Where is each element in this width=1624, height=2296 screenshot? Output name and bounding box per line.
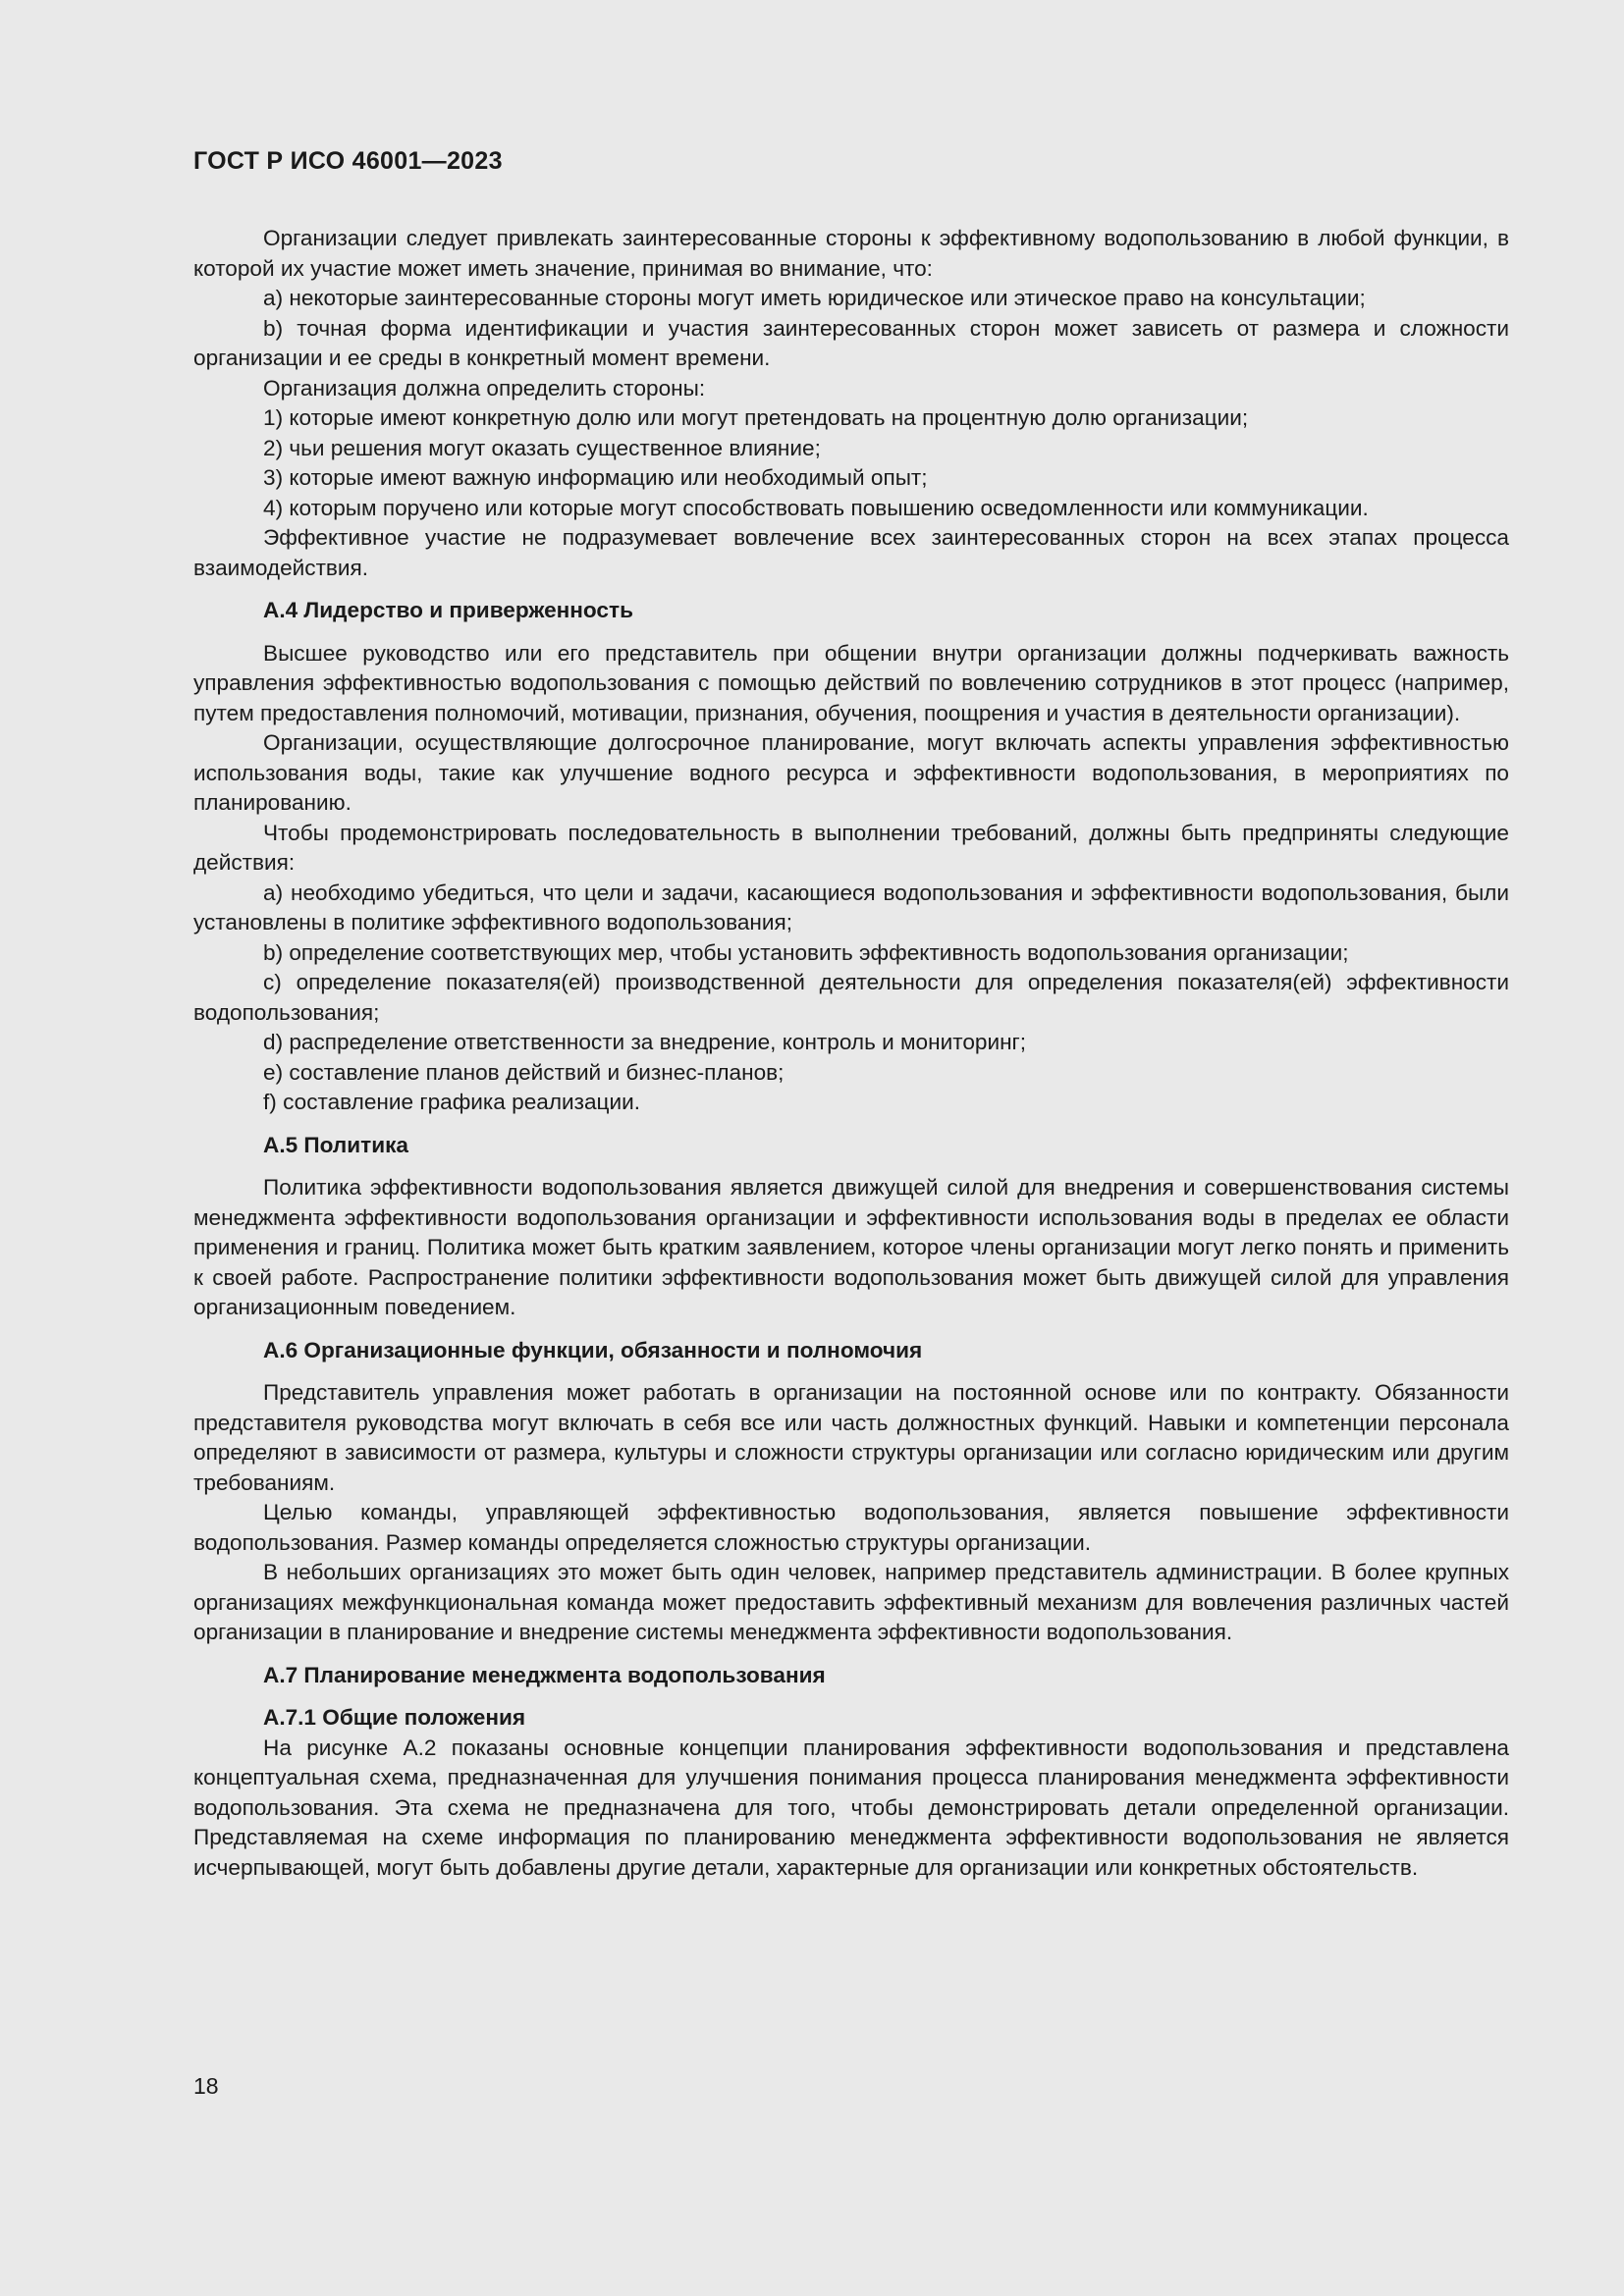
paragraph: Эффективное участие не подразумевает вовлечение всех заинтересованных сторон на всех этапах процесса взаимодействия. — [193, 525, 1509, 580]
section-heading: A.6 Организационные функции, обязанности и полномочия — [263, 1337, 923, 1362]
section-heading: A.7 Планирование менеджмента водопользования — [263, 1662, 826, 1687]
list-item: e) составление планов действий и бизнес-планов; — [263, 1059, 785, 1085]
document-header: ГОСТ Р ИСО 46001—2023 — [193, 147, 503, 175]
paragraph: В небольших организациях это может быть один человек, например представитель администрации. В более крупных организациях межфункциональная команда может предоставить эффективный механизм для вовлечения различных частей организации в планирование и внедрение системы менеджмента эффективности водопользования. — [193, 1560, 1509, 1644]
list-item: 1) которые имеют конкретную долю или могут претендовать на процентную долю организации; — [263, 405, 1249, 430]
list-item: 4) которым поручено или которые могут способствовать повышению осведомленности или коммуникации. — [263, 495, 1369, 520]
paragraph: Организация должна определить стороны: — [263, 375, 706, 400]
section-heading: A.4 Лидерство и приверженность — [263, 598, 633, 622]
section-heading: A.5 Политика — [263, 1132, 408, 1157]
paragraph: Целью команды, управляющей эффективностью водопользования, является повышение эффективности водопользования. Размер команды определяется сложностью структуры организации. — [193, 1500, 1509, 1555]
paragraph: Организации, осуществляющие долгосрочное планирование, могут включать аспекты управления эффективностью использования воды, такие как улучшение водного ресурса и эффективности водопользования, в мероприятиях по планированию. — [193, 730, 1509, 815]
subsection-heading: A.7.1 Общие положения — [263, 1705, 526, 1730]
paragraph: На рисунке А.2 показаны основные концепции планирования эффективности водопользования и представлена концептуальная схема, предназначенная для улучшения понимания процесса планирования менеджмента эффективности водопользования. Эта схема не предназначена для того, чтобы демонстрировать детали определенной организации. Представляемая на схеме информация по планированию менеджмента эффективности водопользования не является исчерпывающей, могут быть добавлены другие детали, характерные для организации или конкретных обстоятельств. — [193, 1735, 1509, 1880]
paragraph: Высшее руководство или его представитель при общении внутри организации должны подчеркивать важность управления эффективностью водопользования с помощью действий по вовлечению сотрудников в этот процесс (например, путем предоставления полномочий, мотивации, признания, обучения, поощрения и участия в деятельности организации). — [193, 640, 1509, 725]
list-item: d) распределение ответственности за внедрение, контроль и мониторинг; — [263, 1030, 1027, 1054]
paragraph: Организации следует привлекать заинтересованные стороны к эффективному водопользованию в любой функции, в которой их участие может иметь значение, принимая во внимание, что: — [193, 226, 1509, 281]
list-item: b) точная форма идентификации и участия заинтересованных сторон может зависеть от размера и сложности организации и ее среды в конкретный момент времени. — [193, 315, 1509, 370]
list-item: a) необходимо убедиться, что цели и задачи, касающиеся водопользования и эффективности водопользования, были установлены в политике эффективного водопользования; — [193, 880, 1509, 934]
list-item: f) составление графика реализации. — [263, 1090, 641, 1114]
document-body — [193, 224, 1509, 1883]
list-item: 2) чьи решения могут оказать существенное влияние; — [263, 435, 821, 460]
list-item: b) определение соответствующих мер, чтобы установить эффективность водопользования организации; — [263, 939, 1349, 965]
list-item: a) некоторые заинтересованные стороны могут иметь юридическое или этическое право на консультации; — [263, 286, 1366, 310]
list-item: 3) которые имеют важную информацию или необходимый опыт; — [263, 465, 928, 490]
paragraph: Представитель управления может работать в организации на постоянной основе или по контракту. Обязанности представителя руководства могут включать в себя все или часть должностных функций. Навыки и компетенции персонала определяют в зависимости от размера, культуры и сложности структуры организации или согласно юридическим или другим требованиям. — [193, 1380, 1509, 1495]
list-item: c) определение показателя(ей) производственной деятельности для определения показателя(ей) эффективности водопользования; — [193, 970, 1509, 1025]
page-number: 18 — [193, 2073, 219, 2099]
paragraph: Чтобы продемонстрировать последовательность в выполнении требований, должны быть предприняты следующие действия: — [193, 820, 1509, 875]
paragraph: Политика эффективности водопользования является движущей силой для внедрения и совершенствования системы менеджмента эффективности водопользования организации и эффективности использования воды в пределах ее области применения и границ. Политика может быть кратким заявлением, которое члены организации могут легко понять и применить к своей работе. Распространение политики эффективности водопользования может быть движущей силой для управления организационным поведением. — [193, 1175, 1509, 1319]
